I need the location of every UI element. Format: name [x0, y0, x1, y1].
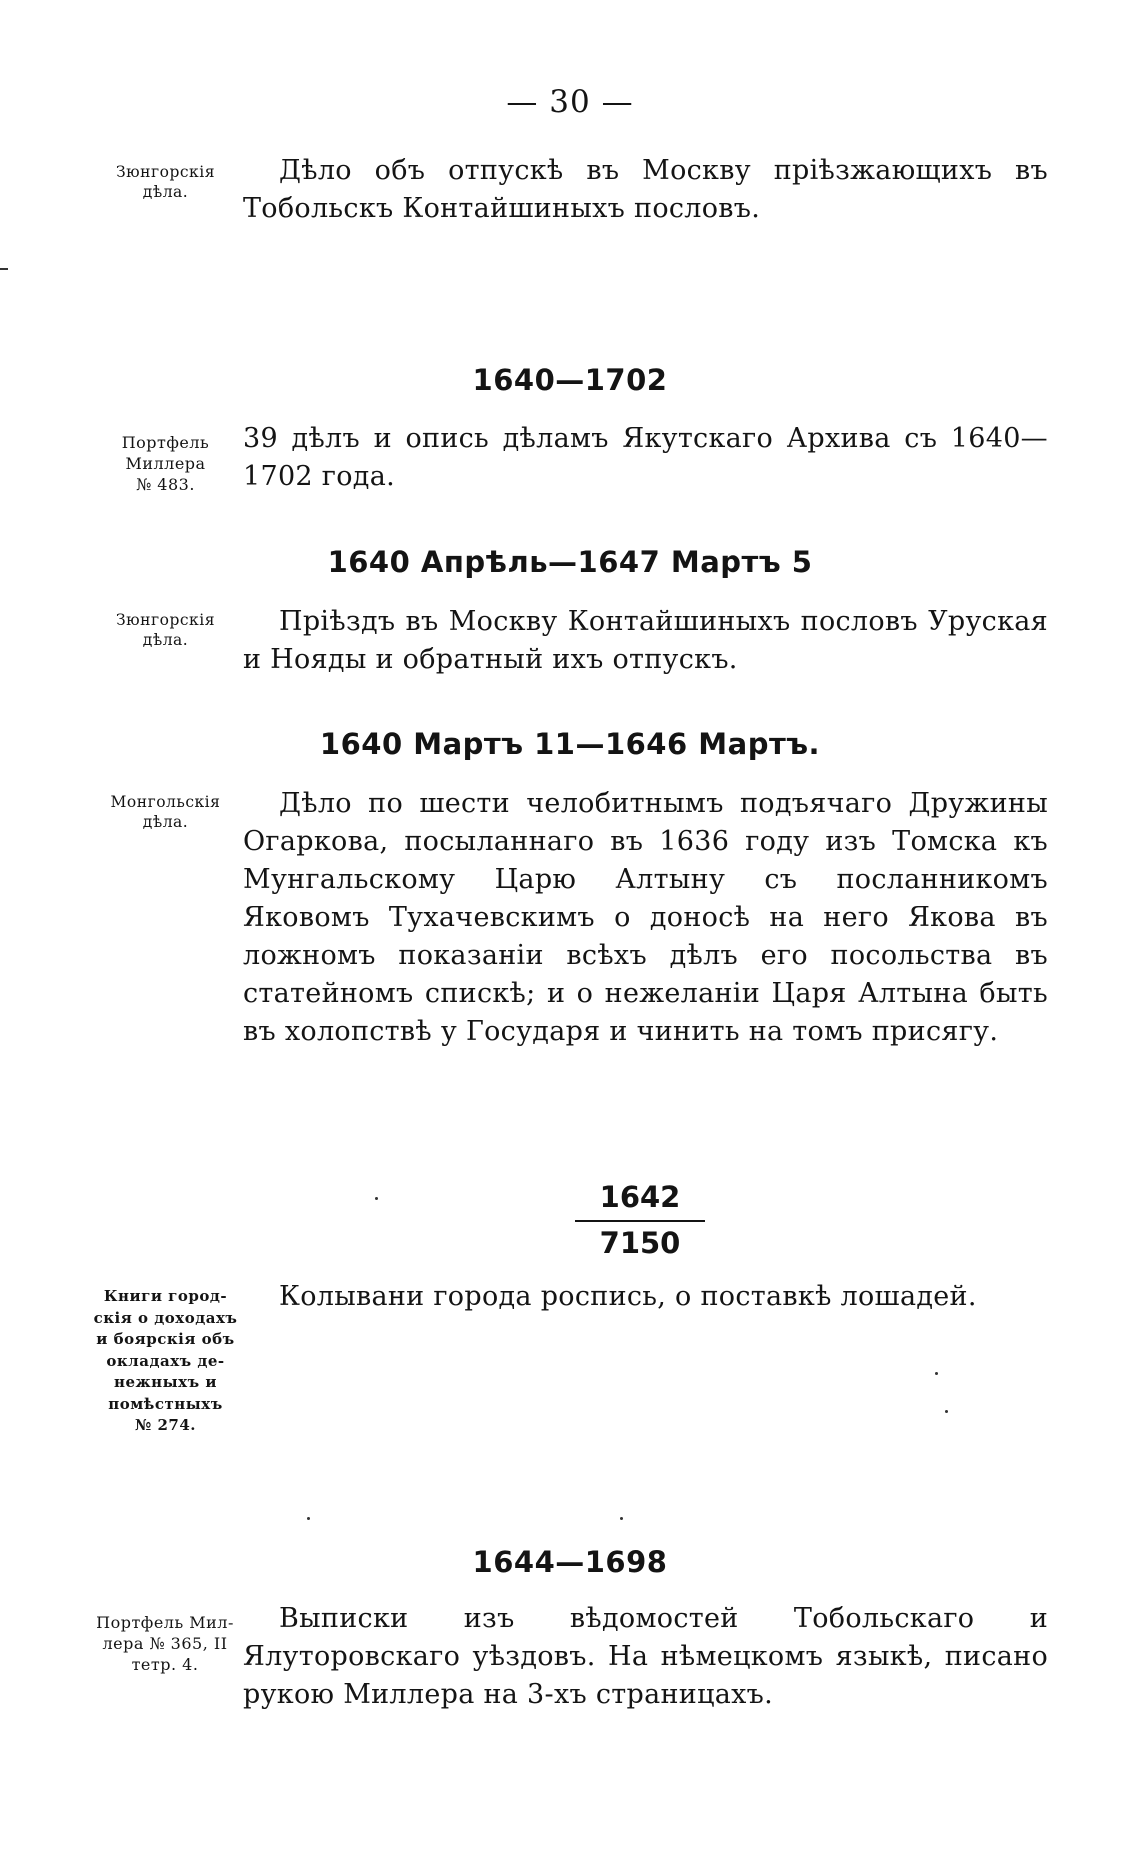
- scan-speck: [307, 1517, 310, 1520]
- entry-text: Дѣло объ отпускѣ въ Москву пріѣзжающихъ въ Тобольскъ Контайшиныхъ пословъ.: [243, 155, 1048, 224]
- entry-text: Дѣло по шести челобитнымъ подъячаго Дружины Огаркова, посыланнаго въ 1636 году изъ Томска къ Мунгальскому Царю Алтыну съ посланникомъ Яковомъ Тухачевскимъ о доносѣ на него Якова въ ложномъ показаніи всѣхъ дѣлъ его посольства въ статейномъ спискѣ; и о нежеланіи Царя Алтына быть въ холопствѣ у Государя и чинить на томъ присягу.: [243, 788, 1048, 1047]
- entry-date-heading: 1640 Апрѣль—1647 Мартъ 5: [327, 545, 813, 579]
- entry-date-heading: 1640—1702: [472, 363, 668, 397]
- scan-speck: [945, 1410, 948, 1413]
- entry-date-heading: 1640 Мартъ 11—1646 Мартъ.: [319, 727, 821, 761]
- entry-date-heading: 1644—1698: [472, 1545, 668, 1579]
- margin-note: Зюнгорскія дѣла.: [116, 611, 215, 649]
- date-denominator: 7150: [599, 1226, 681, 1260]
- page-number: — 30 —: [506, 84, 634, 120]
- margin-note: Портфель Мил- лера № 365, II тетр. 4.: [96, 1613, 234, 1674]
- margin-note: Книги город- скія о доходахъ и боярскія объ окладахъ де- нежныхъ и помѣстныхъ № 274.: [93, 1287, 238, 1434]
- scan-speck: [620, 1517, 623, 1520]
- margin-note: Зюнгорскія дѣла.: [116, 163, 215, 201]
- date-numerator: 1642: [575, 1180, 705, 1222]
- scan-speck: [375, 1197, 378, 1200]
- margin-note: Портфель Миллера № 483.: [121, 433, 210, 494]
- scan-speck: [935, 1372, 938, 1375]
- entry-text: 39 дѣлъ и опись дѣламъ Якутскаго Архива съ 1640—1702 года.: [243, 423, 1048, 492]
- entry-text: Колывани города роспись, о поставкѣ лошадей.: [279, 1281, 977, 1312]
- margin-note: Монгольскія дѣла.: [110, 793, 221, 831]
- scan-speck: [0, 268, 8, 270]
- entry-text: Пріѣздъ въ Москву Контайшиныхъ пословъ Уруская и Нояды и обратный ихъ отпускъ.: [243, 606, 1048, 675]
- entry-date-fraction: [575, 1180, 705, 1260]
- entry-text: Выписки изъ вѣдомостей Тобольскаго и Ялуторовскаго уѣздовъ. На нѣмецкомъ языкѣ, писано рукою Миллера на 3-хъ страницахъ.: [243, 1603, 1048, 1710]
